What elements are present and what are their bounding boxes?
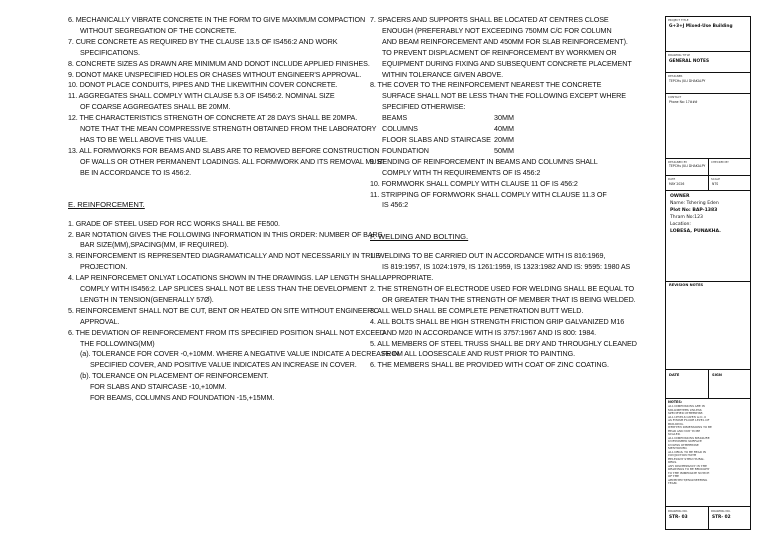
note-item: CONJUCTION WITH	[668, 453, 697, 457]
note-line: APPROVAL.	[80, 316, 120, 326]
sheet-number: STR- 02	[712, 515, 731, 520]
cover-table	[370, 113, 514, 157]
note-item: WRITTEN DIMENSIONS TO BE	[668, 425, 712, 429]
note-line: OF COARSE AGGREGATES SHALL BE 20MM.	[80, 102, 231, 112]
location-value: LOBESA, PUNAKHA.	[670, 229, 721, 234]
drawing-title-label: DRAWING TITLE	[668, 53, 691, 57]
note-item: ANY DISCREPANCY IN THE	[668, 463, 707, 468]
owner-cell	[666, 191, 750, 282]
note-line: PROJECTION.	[80, 262, 128, 272]
note-item: OF THE	[668, 474, 680, 478]
cover-value: 50MM	[494, 145, 514, 155]
thram-number: Thram No:123	[670, 215, 703, 220]
drawing-number-cell	[666, 507, 750, 529]
owner-heading: OWNER	[670, 194, 690, 199]
drawing-title-cell	[666, 52, 750, 73]
cover-value: 30MM	[494, 113, 514, 123]
designed-by-label: DESIGNED BY	[668, 160, 688, 164]
note-line: 11. STRIPPING OF FORMWORK SHALL COMPLY WITH CLAUSE 11.3 OF	[370, 189, 607, 199]
note-item: UNLESS OTHERWISE	[668, 442, 699, 447]
note-line: 13. ALL FORMWORKS FOR BEAMS AND SLABS ARE TO REMOVED BEFORE CONSTRUCTION	[68, 145, 380, 155]
note-line: OR GREATER THAN THE STRENGTH OF MEMBER THAT IS BEING WELDED.	[382, 294, 636, 304]
note-line: WITHIN TOLERANCE GIVEN ABOVE.	[382, 69, 504, 79]
date-label: DATE	[668, 177, 676, 181]
note-item: DRGS.	[668, 460, 677, 464]
note-item: UNFINISHED SURFACE	[668, 439, 702, 443]
note-item: ALL LEVELS GIVEN w.r.t. 0	[668, 414, 706, 419]
note-item: MILLIMETERS UNLESS	[668, 407, 702, 412]
cover-member: FOUNDATION	[382, 145, 429, 155]
note-item: DRAWINGS TO BE BROUGHT	[668, 467, 710, 471]
cover-member: COLUMNS	[382, 124, 418, 134]
note-item: TEAM.	[668, 481, 678, 485]
note-line: WITHOUT SEGREGATION OF THE CONCRETE.	[80, 25, 237, 35]
date-scale-cell	[666, 176, 750, 191]
note-line: 5. ALL MEMBERS OF STEEL TRUSS SHALL BE DRY AND THROUGHLY CLEANED	[370, 338, 637, 348]
drawing-number: STR- 03	[669, 515, 688, 520]
note-line: FOR BEAMS, COLUMNS AND FOUNDATION -15,+15MM.	[90, 393, 275, 403]
note-line: SPECIFIED OTHERWISE:	[382, 102, 466, 112]
owner-name: Name: Tshering Eden	[670, 201, 719, 206]
note-line: BE IN ACCORDANCE TO IS 456:2.	[80, 167, 192, 177]
note-line: 4. LAP REINFORCEMET ONLYAT LOCATIONS SHOWN IN THE DRAWINGS. LAP LENGTH SHALL	[68, 273, 383, 283]
note-item: MENTIONED.	[668, 446, 688, 450]
cover-row	[370, 113, 514, 124]
revision-notes-cell	[666, 282, 750, 370]
note-line: AND BEAM REINFORCEMENT AND 450MM FOR SLAB REINFORCEMENT).	[382, 36, 628, 46]
drawing-number-label: DRAWING NO.	[668, 509, 688, 513]
note-line: 10. FORMWORK SHALL COMPLY WITH CLAUSE 11 OF IS 456:2	[370, 178, 578, 188]
section-heading-welding: F. WELDING AND BOLTING.	[370, 232, 469, 242]
note-line: 11. AGGREGATES SHALL COMPLY WITH CLAUSE 5.3 OF IS456:2. NOMINAL SIZE	[68, 91, 335, 101]
note-item: RELEVANT STRUCTURAL	[668, 456, 705, 461]
note-item: SPECIFIED OTHERWISE.	[668, 411, 704, 415]
revision-sign-label: SIGN	[712, 373, 722, 377]
note-line: 7. SPACERS AND SUPPORTS SHALL BE LOCATED AT CENTRES CLOSE	[370, 15, 609, 24]
note-item: TO THE IMMEDIATE NOTICE	[668, 470, 710, 475]
note-line: 1. WELDING TO BE CARRIED OUT IN ACCORDANCE WITH IS 816:1969,	[370, 251, 606, 261]
project-title-label: PROJECT TITLE	[668, 18, 689, 22]
note-line: 3. ALL WELD SHALL BE COMPLETE PENETRATION BUTT WELD.	[370, 305, 584, 315]
cover-value: 40MM	[494, 124, 514, 134]
note-line: 9. DONOT MAKE UNSPECIFIED HOLES OR CHASES WITHOUT ENGINEER'S APPROVAL.	[68, 69, 362, 79]
designed-checked-cell	[666, 159, 750, 176]
note-line: 1. GRADE OF STEEL USED FOR RCC WORKS SHALL BE FE500.	[68, 218, 280, 228]
notes-heading: NOTES:	[668, 400, 683, 404]
contact-value: Phone No: 17###	[669, 100, 698, 104]
note-item: READ AND NOT TO BE	[668, 428, 701, 433]
note-line: 6. MECHANICALLY VIBRATE CONCRETE IN THE FORM TO GIVE MAXIMUM COMPACTION	[68, 15, 366, 24]
cover-value: 20MM	[494, 134, 514, 144]
cover-row	[370, 124, 514, 135]
note-line: NOTE THAT THE MEAN COMPRESSIVE STRENGTH OBTAINED FROM THE LABORATORY	[80, 124, 377, 134]
location-label: Location:	[670, 222, 691, 227]
note-line: 2. BAR NOTATION GIVES THE FOLLOWING INFORMATION IN THIS ORDER: NUMBER OF BARS	[68, 229, 383, 239]
note-item: BUILDING.	[668, 421, 684, 426]
cover-row	[370, 135, 514, 146]
date-value: MAY 2026	[669, 182, 685, 186]
note-line: 6. THE MEMBERS SHALL BE PROVIDED WITH COAT OF ZINC COATING.	[370, 360, 609, 370]
designer-cell	[666, 73, 750, 94]
project-title: G+3+J Mixed-Use Building	[669, 24, 733, 29]
note-line: 9. BENDING OF REINFORCEMENT IN BEAMS AND COLUMNS SHALL	[370, 156, 598, 166]
note-line: APPROPRIATE.	[382, 273, 434, 283]
designer-name: TEPCHu JULI DHAKALPY	[669, 79, 706, 83]
note-line: 10. DONOT PLACE CONDUITS, PIPES AND THE LIKEWITHIN COVER CONCRETE.	[68, 80, 338, 90]
scale-label: SCALE	[711, 177, 720, 181]
note-line: EQUIPMENT DURING FIXING AND SUBSEQUENT CONCRETE PLACEMENT	[382, 58, 632, 68]
note-line: COMPLY WITH IS456:2. LAP SPLICES SHALL NOT BE LESS THAN THE DEVELOPMENT	[80, 284, 368, 294]
note-line: FOR SLABS AND STAIRCASE -10,+10MM.	[90, 382, 227, 392]
note-line: LENGTH IN TENSION(GENERALLY 57Ø).	[80, 294, 214, 304]
plot-number: Plot No: BAP-1383	[670, 208, 718, 213]
note-line: 2. THE STRENGTH OF ELECTRODE USED FOR WELDING SHALL BE EQUAL TO	[370, 284, 634, 294]
note-line: 4. ALL BOLTS SHALL BE HIGH STRENGTH FRICTION GRIP GALVANIZED M16	[370, 316, 625, 326]
contact-label: CONTACT	[668, 95, 682, 99]
note-line: TO PREVENT DISPLACMENT OF REINFORCEMENT BY WORKMEN OR	[382, 47, 617, 57]
note-line: SURFACE SHALL NOT BE LESS THAN THE FOLLOWING EXCEPT WHERE	[382, 91, 626, 101]
project-title-cell	[666, 17, 750, 52]
note-line: 5. REINFORCEMENT SHALL NOT BE CUT, BENT OR HEATED ON SITE WITHOUT ENGINEER'C	[68, 305, 379, 315]
note-item: ALL DIMENSIONS ARE IN	[668, 404, 705, 408]
note-item: ALL DIMENSIONS MEASURE	[668, 435, 710, 440]
note-line: 8. THE COVER TO THE REINFORCEMENT NEAREST THE CONCRETE	[370, 80, 602, 90]
note-line: 3. REINFORCEMENT IS REPRESENTED DIAGRAMATICALLY AND NOT NECESSARILY IN TRUE	[68, 251, 381, 261]
notes-column-left	[68, 15, 400, 404]
sheet-number-label: DRAWING NO.	[711, 509, 731, 513]
notes-column-right	[370, 15, 650, 371]
note-line: 12. THE CHARACTERISTICS STRENGTH OF CONCRETE AT 28 DAYS SHALL BE 20MPA.	[68, 113, 358, 123]
note-item: ALL DRGS. TO BE READ IN	[668, 449, 707, 454]
note-line: SPECIFIED COVER, AND POSITIVE VALUE INDICATES AN INCREASE IN COVER.	[90, 360, 357, 370]
revision-date-label: DATE	[669, 373, 680, 377]
note-line: HAS TO BE WELL ABOVE THIS VALUE.	[80, 134, 208, 144]
note-line: BAR SIZE(MM),SPACING(MM, IF REQUIRED).	[80, 240, 229, 250]
note-line: THE FOLLOWING(MM)	[80, 338, 155, 348]
drawing-title: GENERAL NOTES	[669, 59, 710, 64]
note-item: AS FINISH FLOOR LEVEL OF	[668, 418, 710, 422]
contact-cell	[666, 94, 750, 159]
note-line: 6. THE DEVIATION OF REINFORCEMENT FROM ITS SPECIFIED POSITION SHALL NOT EXCEED	[68, 327, 385, 337]
note-line: 8. CONCRETE SIZES AS DRAWN ARE MINIMUM AND DONOT INCLUDE APPLIED FINISHES.	[68, 58, 370, 68]
note-line: FROM ALL LOOSESCALE AND RUST PRIOR TO PAINTING.	[382, 349, 576, 359]
note-line: 7. CURE CONCRETE AS REQUIRED BY THE CLAUSE 13.5 OF IS456:2 AND WORK	[68, 36, 338, 46]
general-notes-cell	[666, 399, 750, 507]
designed-by-value: TEPCHu JULI DHAKALPY	[669, 164, 706, 168]
note-line: (a). TOLERANCE FOR COVER -0,+10MM. WHERE A NEGATIVE VALUE INDICATE A DECREASE IN	[80, 349, 400, 359]
scale-value: NTS	[712, 182, 719, 186]
title-block	[665, 16, 751, 530]
checked-by-label: CHECKED BY	[711, 160, 729, 164]
note-item: SCALED.	[668, 432, 681, 436]
note-line: SPECIFICATIONS.	[80, 47, 140, 57]
note-line: ENOUGH (PREFERABLY NOT EXCEEDING 750MM C/C FOR COLUMN	[382, 25, 612, 35]
note-line: COMPLY WITH TH REQUIREMENTS OF IS 456:2	[382, 167, 541, 177]
date-sign-cell	[666, 370, 750, 399]
note-line: OF WALLS OR OTHER PERMANENT LOADINGS. ALL FORMWORK AND ITS REMOVAL MUST	[80, 156, 386, 166]
cover-row	[370, 146, 514, 157]
revision-notes-heading: REVISION NOTES	[669, 283, 704, 287]
note-line: (b). TOLERANCE ON PLACEMENT OF REINFORCEMENT.	[80, 371, 269, 381]
cover-member: BEAMS	[382, 113, 408, 123]
designer-label: DESIGNER	[668, 74, 683, 78]
note-line: AND M20 IN ACCORDANCE WITH IS 3757:1967 AND IS 800: 1984.	[382, 327, 597, 337]
section-heading-reinforcement: E. REINFORCEMENT.	[68, 199, 145, 209]
note-item: ARCHITECT/ENGINEERING	[668, 477, 708, 482]
note-line: IS 456:2	[382, 200, 408, 210]
notes-list	[666, 405, 750, 486]
cover-member: FLOOR SLABS AND STAIRCASE	[382, 134, 491, 144]
note-line: IS 819:1957, IS 1024:1979, IS 1261:1959, IS 1323:1982 AND IS: 9595: 1980 AS	[382, 262, 631, 272]
